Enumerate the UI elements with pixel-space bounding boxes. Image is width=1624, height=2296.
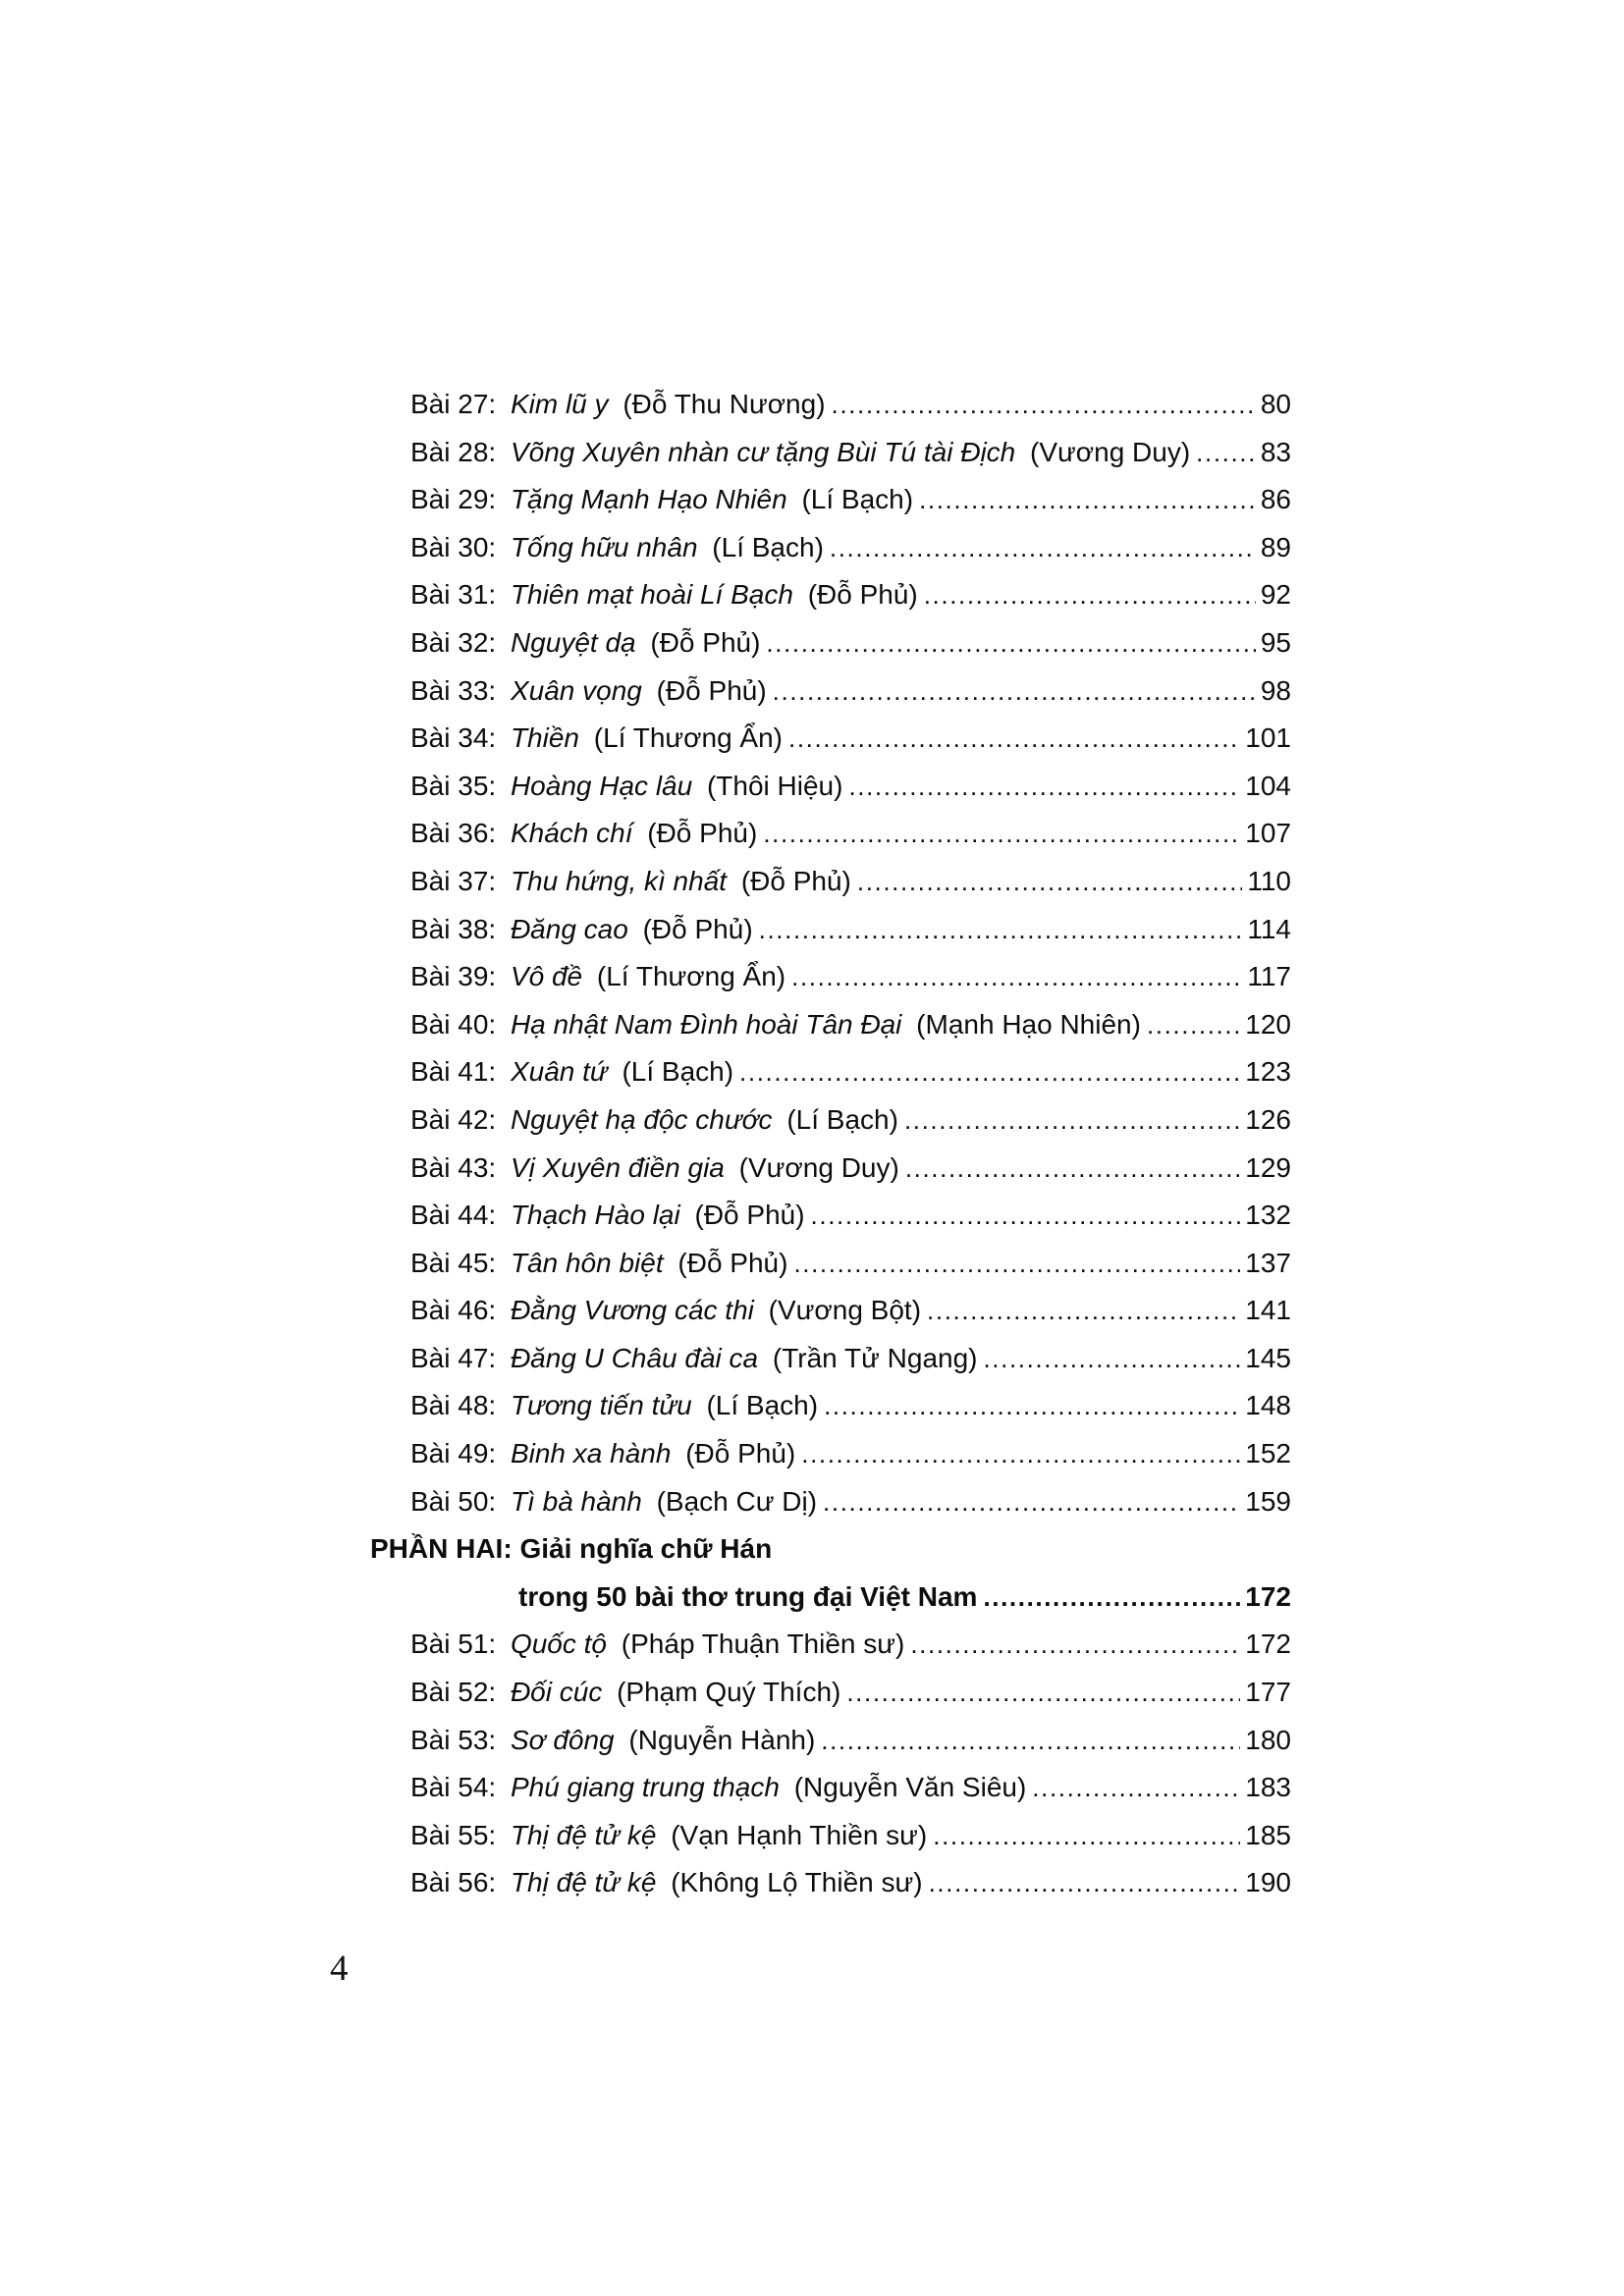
toc-entry-title: Quốc tộ xyxy=(510,1629,608,1660)
toc-entry-label: Bài 36: xyxy=(410,818,497,849)
toc-entry-page-number: 129 xyxy=(1245,1151,1291,1183)
toc-entry-author: (Không Lộ Thiền sư) xyxy=(671,1867,923,1898)
toc-entry xyxy=(410,571,1291,619)
toc-entry xyxy=(410,1717,1291,1765)
toc-entry-page-number: 190 xyxy=(1245,1867,1291,1898)
toc-entry-page-number: 98 xyxy=(1260,674,1291,706)
dot-leader xyxy=(929,1859,1241,1907)
toc-entry-page-number: 110 xyxy=(1247,865,1291,896)
toc-entry-author: (Lí Bạch) xyxy=(786,1103,898,1135)
toc-entry xyxy=(410,381,1291,429)
toc-entry-label: Bài 32: xyxy=(410,626,497,658)
toc-entry xyxy=(410,476,1291,524)
toc-entry-title: Vị Xuyên điền gia xyxy=(510,1151,725,1183)
toc-entry-author: (Thôi Hiệu) xyxy=(706,770,843,801)
toc-entry-title: Đằng Vương các thi xyxy=(510,1295,754,1326)
toc-entry-label: Bài 44: xyxy=(410,1200,497,1231)
toc-entry-author: (Đỗ Phủ) xyxy=(656,674,767,706)
toc-entry-text xyxy=(410,810,757,858)
toc-entry-page-number: 132 xyxy=(1245,1200,1291,1231)
toc-entry-author: (Lí Thương Ẩn) xyxy=(593,722,784,754)
toc-entry xyxy=(410,858,1291,906)
toc-entry-text xyxy=(410,1096,898,1145)
dot-leader xyxy=(739,1048,1240,1096)
toc-entry-label: Bài 27: xyxy=(410,389,497,419)
toc-entry xyxy=(410,1382,1291,1430)
toc-entry-page-number: 114 xyxy=(1247,913,1291,944)
toc-entry-author: (Lí Bạch) xyxy=(706,1390,819,1421)
toc-entry-text xyxy=(410,1478,817,1526)
dot-leader xyxy=(1032,1764,1240,1812)
dot-leader xyxy=(763,810,1240,858)
toc-entry-label: Bài 50: xyxy=(410,1485,497,1517)
toc-entry-title: Đăng cao xyxy=(510,913,628,944)
toc-entry-author: (Phạm Quý Thích) xyxy=(617,1677,841,1708)
toc-entry-page-number: 183 xyxy=(1245,1772,1291,1803)
toc-entry-title: Thị đệ tử kệ xyxy=(510,1819,657,1850)
toc-entry-label: Bài 54: xyxy=(410,1772,497,1803)
toc-entry-page-number: 101 xyxy=(1245,722,1291,754)
toc-entry-text xyxy=(410,953,785,1001)
toc-entry-author: (Đỗ Phủ) xyxy=(647,818,758,849)
toc-entry-author: (Đỗ Phủ) xyxy=(694,1200,805,1231)
dot-leader xyxy=(983,1574,1240,1622)
dot-leader xyxy=(823,1478,1240,1526)
toc-entry xyxy=(410,1335,1291,1383)
toc-entry-label: Bài 42: xyxy=(410,1103,497,1135)
toc-entry xyxy=(410,715,1291,763)
toc-entry-label: Bài 40: xyxy=(410,1008,497,1040)
toc-entry xyxy=(410,1669,1291,1717)
table-of-contents xyxy=(370,381,1291,1907)
dot-leader xyxy=(846,1669,1240,1717)
toc-entry xyxy=(410,1287,1291,1335)
dot-leader xyxy=(759,906,1243,954)
toc-entry-title: Xuân vọng xyxy=(510,674,642,706)
toc-entry-label: Bài 41: xyxy=(410,1056,497,1088)
toc-entry-text xyxy=(410,1859,923,1907)
dot-leader xyxy=(793,1240,1240,1288)
toc-entry-title: Vô đề xyxy=(510,961,583,992)
toc-entry-author: (Lí Bạch) xyxy=(801,484,914,515)
toc-entry-text xyxy=(410,1145,899,1193)
toc-entry-author: (Đỗ Phủ) xyxy=(740,865,851,896)
dot-leader xyxy=(848,763,1240,811)
toc-entry-title: Thạch Hào lại xyxy=(510,1200,680,1231)
toc-entry xyxy=(410,1764,1291,1812)
toc-entry-title: Thiền xyxy=(510,722,579,754)
toc-entry-text xyxy=(410,429,1190,477)
toc-entry-page-number: 185 xyxy=(1245,1819,1291,1850)
toc-entry-author: (Đỗ Phủ) xyxy=(642,913,753,944)
dot-leader xyxy=(905,1145,1240,1193)
toc-entry-author: (Đỗ Phủ) xyxy=(685,1438,796,1469)
toc-entry-author: (Trần Tử Ngang) xyxy=(772,1342,978,1373)
dot-leader xyxy=(766,619,1255,667)
toc-entry-author: (Vương Duy) xyxy=(738,1151,899,1183)
toc-entry-page-number: 180 xyxy=(1245,1724,1291,1755)
section-heading-line2: trong 50 bài thơ trung đại Việt Nam xyxy=(518,1580,978,1612)
toc-entry-text xyxy=(410,1430,795,1478)
toc-entry-title: Kim lũ y xyxy=(510,389,609,419)
toc-entry-title: Tì bà hành xyxy=(510,1485,642,1517)
toc-entry-text xyxy=(410,1812,927,1860)
toc-entry xyxy=(410,619,1291,667)
toc-entry-author: (Đỗ Phủ) xyxy=(650,626,761,658)
dot-leader xyxy=(791,953,1242,1001)
toc-entry-author: (Lí Thương Ẩn) xyxy=(596,961,786,992)
toc-entry xyxy=(410,1430,1291,1478)
dot-leader xyxy=(904,1096,1240,1145)
toc-entry-author: (Đỗ Phủ) xyxy=(807,579,918,611)
toc-entry-label: Bài 35: xyxy=(410,770,497,801)
dot-leader xyxy=(821,1717,1240,1765)
dot-leader xyxy=(919,476,1256,524)
toc-entry-title: Võng Xuyên nhàn cư tặng Bùi Tú tài Địch xyxy=(510,436,1016,467)
toc-entry-text xyxy=(410,858,851,906)
toc-entry-title: Đăng U Châu đài ca xyxy=(510,1342,759,1373)
toc-entry xyxy=(410,1096,1291,1145)
toc-entry-text xyxy=(410,1382,818,1430)
toc-entry-title: Hạ nhật Nam Đình hoài Tân Đại xyxy=(510,1008,902,1040)
toc-entry-text xyxy=(410,1192,805,1240)
toc-entry-label: Bài 46: xyxy=(410,1295,497,1326)
toc-entry-title: Sơ đông xyxy=(510,1724,615,1755)
toc-entries-part2 xyxy=(410,1621,1291,1907)
toc-entry xyxy=(410,763,1291,811)
toc-entries-part1 xyxy=(410,381,1291,1525)
toc-entry xyxy=(410,1812,1291,1860)
toc-entry-author: (Bạch Cư Dị) xyxy=(656,1485,818,1517)
toc-entry-label: Bài 30: xyxy=(410,531,497,562)
toc-entry-text xyxy=(410,381,826,429)
toc-entry-text xyxy=(410,1335,977,1383)
toc-entry-text xyxy=(410,906,753,954)
dot-leader xyxy=(1196,429,1256,477)
toc-entry-title: Thu hứng, kì nhất xyxy=(510,865,728,896)
toc-entry-page-number: 120 xyxy=(1245,1008,1291,1040)
toc-entry-label: Bài 38: xyxy=(410,913,497,944)
toc-entry-text xyxy=(410,524,824,572)
toc-entry-label: Bài 49: xyxy=(410,1438,497,1469)
toc-entry-label: Bài 45: xyxy=(410,1247,497,1278)
toc-entry-author: (Nguyễn Hành) xyxy=(628,1724,816,1755)
toc-entry-title: Tống hữu nhân xyxy=(510,531,698,562)
toc-entry-label: Bài 43: xyxy=(410,1151,497,1183)
toc-entry-page-number: 148 xyxy=(1245,1390,1291,1421)
toc-entry-text xyxy=(410,476,913,524)
toc-entry-title: Tân hôn biệt xyxy=(510,1247,664,1278)
toc-entry-label: Bài 55: xyxy=(410,1819,497,1850)
toc-entry xyxy=(410,524,1291,572)
toc-entry-author: (Đỗ Phủ) xyxy=(677,1247,788,1278)
toc-entry-page-number: 80 xyxy=(1260,389,1291,419)
toc-entry-text xyxy=(410,1001,1141,1049)
toc-entry-text xyxy=(410,571,918,619)
toc-entry-author: (Nguyễn Văn Siêu) xyxy=(793,1772,1027,1803)
dot-leader xyxy=(830,524,1256,572)
toc-entry xyxy=(410,429,1291,477)
toc-entry-page-number: 145 xyxy=(1245,1342,1291,1373)
toc-entry xyxy=(410,1048,1291,1096)
toc-entry-text xyxy=(410,1048,733,1096)
toc-entry xyxy=(410,1192,1291,1240)
toc-entry xyxy=(410,1145,1291,1193)
toc-entry-author: (Lí Bạch) xyxy=(622,1056,734,1088)
toc-entry-author: (Vương Duy) xyxy=(1030,436,1191,467)
section-heading-line2-row xyxy=(518,1574,1291,1622)
toc-entry-text xyxy=(410,763,842,811)
toc-entry-page-number: 86 xyxy=(1260,484,1291,515)
toc-entry-label: Bài 29: xyxy=(410,484,497,515)
toc-entry-label: Bài 39: xyxy=(410,961,497,992)
toc-entry-label: Bài 51: xyxy=(410,1629,497,1660)
dot-leader xyxy=(983,1335,1240,1383)
toc-entry-page-number: 123 xyxy=(1245,1056,1291,1088)
toc-entry-text xyxy=(410,1717,815,1765)
dot-leader xyxy=(788,715,1240,763)
toc-entry-label: Bài 52: xyxy=(410,1677,497,1708)
section-heading xyxy=(370,1525,1291,1621)
toc-entry-author: (Mạnh Hạo Nhiên) xyxy=(916,1008,1141,1040)
toc-entry-title: Tặng Mạnh Hạo Nhiên xyxy=(510,484,787,515)
toc-entry-author: (Lí Bạch) xyxy=(712,531,824,562)
toc-entry-author: (Vương Bột) xyxy=(768,1295,922,1326)
toc-entry-title: Đối cúc xyxy=(510,1677,603,1708)
toc-entry-title: Hoàng Hạc lâu xyxy=(510,770,693,801)
toc-entry xyxy=(410,810,1291,858)
toc-entry-page-number: 104 xyxy=(1245,770,1291,801)
toc-entry-label: Bài 56: xyxy=(410,1867,497,1898)
toc-entry-text xyxy=(410,715,783,763)
toc-entry-title: Nguyệt hạ độc chước xyxy=(510,1103,773,1135)
toc-entry-text xyxy=(410,1764,1026,1812)
toc-entry-text xyxy=(410,1669,840,1717)
toc-entry-label: Bài 48: xyxy=(410,1390,497,1421)
section-heading-line1: PHẦN HAI: Giải nghĩa chữ Hán xyxy=(370,1533,773,1565)
toc-entry-page-number: 152 xyxy=(1245,1438,1291,1469)
dot-leader xyxy=(933,1812,1240,1860)
toc-entry-page-number: 117 xyxy=(1247,961,1291,992)
dot-leader xyxy=(924,571,1256,619)
toc-entry-title: Tương tiến tửu xyxy=(510,1390,692,1421)
toc-entry-author: (Vạn Hạnh Thiền sư) xyxy=(671,1819,928,1850)
dot-leader xyxy=(927,1287,1240,1335)
toc-entry xyxy=(410,1478,1291,1526)
dot-leader xyxy=(801,1430,1240,1478)
toc-entry xyxy=(410,1621,1291,1669)
toc-entry-page-number: 159 xyxy=(1245,1485,1291,1517)
dot-leader xyxy=(811,1192,1241,1240)
toc-entry-text xyxy=(410,1287,921,1335)
toc-entry-label: Bài 33: xyxy=(410,674,497,706)
section-heading-page-number: 172 xyxy=(1245,1580,1291,1612)
toc-entry xyxy=(410,1001,1291,1049)
toc-entry-label: Bài 31: xyxy=(410,579,497,611)
toc-entry xyxy=(410,906,1291,954)
toc-entry-page-number: 137 xyxy=(1245,1247,1291,1278)
toc-entry-label: Bài 37: xyxy=(410,865,497,896)
toc-entry-text xyxy=(410,1240,787,1288)
toc-entry-label: Bài 53: xyxy=(410,1724,497,1755)
toc-entry-page-number: 95 xyxy=(1260,626,1291,658)
dot-leader xyxy=(824,1382,1240,1430)
toc-entry-page-number: 177 xyxy=(1245,1677,1291,1708)
toc-entry-title: Thị đệ tử kệ xyxy=(510,1867,657,1898)
toc-entry-title: Phú giang trung thạch xyxy=(510,1772,780,1803)
toc-entry-title: Binh xa hành xyxy=(510,1438,672,1469)
toc-entry-page-number: 89 xyxy=(1260,531,1291,562)
toc-entry xyxy=(410,1240,1291,1288)
toc-entry xyxy=(410,953,1291,1001)
dot-leader xyxy=(857,858,1242,906)
toc-entry-title: Nguyệt dạ xyxy=(510,626,636,658)
dot-leader xyxy=(832,381,1256,429)
toc-entry xyxy=(410,667,1291,716)
toc-entry-title: Thiên mạt hoài Lí Bạch xyxy=(510,579,793,611)
toc-entry-page-number: 92 xyxy=(1260,579,1291,611)
toc-entry-label: Bài 28: xyxy=(410,436,497,467)
toc-entry-page-number: 141 xyxy=(1245,1295,1291,1326)
dot-leader xyxy=(910,1621,1240,1669)
toc-entry-text xyxy=(410,667,767,716)
page-number-folio: 4 xyxy=(330,1949,349,1989)
toc-entry-label: Bài 34: xyxy=(410,722,497,754)
dot-leader xyxy=(1147,1001,1240,1049)
toc-entry-text xyxy=(410,1621,904,1669)
toc-entry-title: Xuân tứ xyxy=(510,1056,608,1088)
toc-entry-page-number: 172 xyxy=(1245,1629,1291,1660)
toc-entry-page-number: 126 xyxy=(1245,1103,1291,1135)
toc-entry-page-number: 107 xyxy=(1245,818,1291,849)
toc-entry-text xyxy=(410,619,760,667)
toc-entry-label: Bài 47: xyxy=(410,1342,497,1373)
toc-entry-title: Khách chí xyxy=(510,818,633,849)
toc-entry xyxy=(410,1859,1291,1907)
dot-leader xyxy=(773,667,1256,716)
toc-entry-author: (Pháp Thuận Thiền sư) xyxy=(621,1629,905,1660)
toc-entry-author: (Đỗ Thu Nương) xyxy=(623,389,826,419)
toc-entry-page-number: 83 xyxy=(1260,436,1291,467)
